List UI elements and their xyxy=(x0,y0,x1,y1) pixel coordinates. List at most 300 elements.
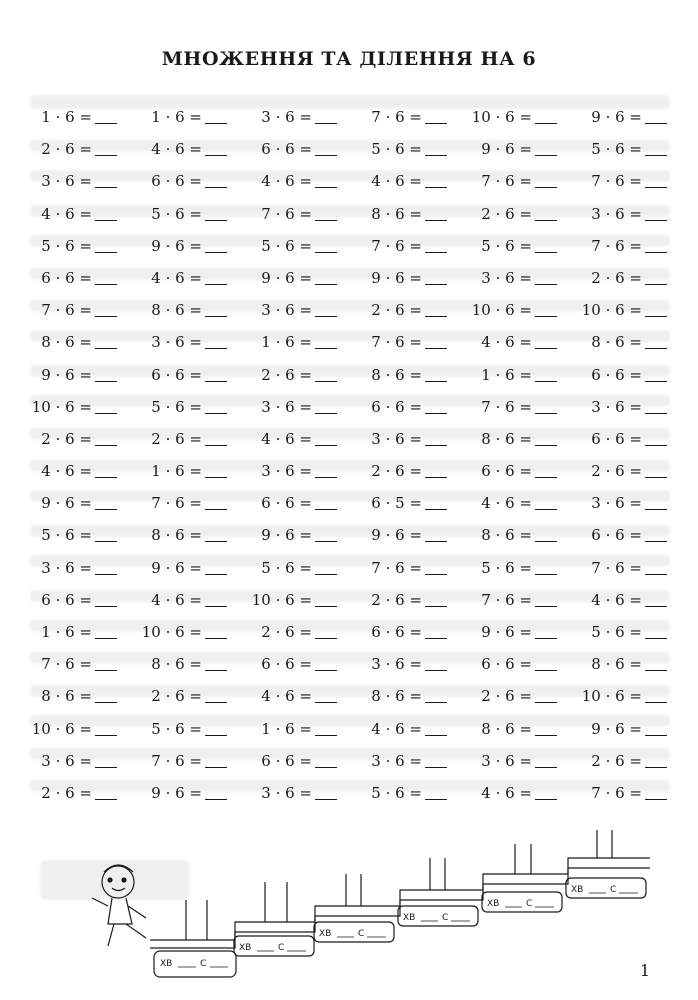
answer-blank[interactable] xyxy=(95,540,117,542)
answer-blank[interactable] xyxy=(95,605,117,607)
answer-blank[interactable] xyxy=(425,444,447,446)
answer-blank[interactable] xyxy=(315,701,337,703)
answer-blank[interactable] xyxy=(645,122,667,124)
exercise-item xyxy=(22,777,132,809)
exercise-item xyxy=(572,519,682,551)
exercise-expression: 1 · 6 = xyxy=(481,365,532,384)
exercise-item xyxy=(242,616,352,648)
answer-blank[interactable] xyxy=(315,315,337,317)
exercise-expression: 8 · 6 = xyxy=(481,429,532,448)
exercise-item xyxy=(572,101,682,133)
answer-blank[interactable] xyxy=(315,734,337,736)
answer-blank[interactable] xyxy=(645,251,667,253)
exercise-expression: 3 · 6 = xyxy=(591,397,642,416)
exercise-expression: 7 · 6 = xyxy=(591,783,642,802)
exercise-item xyxy=(22,359,132,391)
exercise-item xyxy=(462,423,572,455)
exercise-expression: 4 · 6 = xyxy=(481,783,532,802)
exercise-item xyxy=(242,680,352,712)
answer-blank[interactable] xyxy=(645,573,667,575)
answer-blank[interactable] xyxy=(205,766,227,768)
answer-blank[interactable] xyxy=(535,251,557,253)
exercise-expression: 3 · 6 = xyxy=(41,558,92,577)
exercise-item xyxy=(22,133,132,165)
answer-blank[interactable] xyxy=(315,412,337,414)
answer-blank[interactable] xyxy=(535,476,557,478)
exercise-item xyxy=(572,745,682,777)
exercise-expression: 1 · 6 = xyxy=(41,108,92,126)
exercise-item xyxy=(242,423,352,455)
exercise-expression: 7 · 6 = xyxy=(481,172,532,191)
answer-blank[interactable] xyxy=(425,669,447,671)
exercise-expression: 9 · 6 = xyxy=(151,236,202,255)
abacus-label-units: С xyxy=(610,885,617,895)
exercise-expression: 6 · 6 = xyxy=(261,655,312,674)
exercise-expression: 8 · 6 = xyxy=(371,204,422,223)
exercise-expression: 2 · 6 = xyxy=(261,365,312,384)
exercise-item xyxy=(462,552,572,584)
answer-blank[interactable] xyxy=(535,412,557,414)
exercise-expression: 6 · 6 = xyxy=(481,655,532,674)
exercise-item xyxy=(572,359,682,391)
exercise-item xyxy=(572,777,682,809)
exercise-item xyxy=(352,713,462,745)
exercise-item xyxy=(352,455,462,487)
answer-blank[interactable] xyxy=(315,122,337,124)
answer-blank[interactable] xyxy=(95,315,117,317)
answer-blank[interactable] xyxy=(645,315,667,317)
exercise-item xyxy=(22,294,132,326)
answer-blank[interactable] xyxy=(315,573,337,575)
exercise-expression: 10 · 6 = xyxy=(471,301,532,320)
exercise-expression: 10 · 6 = xyxy=(31,397,92,416)
answer-blank[interactable] xyxy=(315,798,337,800)
answer-blank[interactable] xyxy=(535,669,557,671)
exercise-item xyxy=(132,680,242,712)
exercise-expression: 1 · 6 = xyxy=(151,462,202,481)
answer-blank[interactable] xyxy=(315,283,337,285)
answer-blank[interactable] xyxy=(645,154,667,156)
exercise-item xyxy=(462,101,572,133)
answer-blank[interactable] xyxy=(205,315,227,317)
exercise-expression: 4 · 6 = xyxy=(261,687,312,706)
answer-blank[interactable] xyxy=(315,476,337,478)
answer-blank[interactable] xyxy=(645,605,667,607)
answer-blank[interactable] xyxy=(95,283,117,285)
answer-blank[interactable] xyxy=(205,444,227,446)
answer-blank[interactable] xyxy=(645,219,667,221)
exercise-expression: 3 · 6 = xyxy=(481,751,532,770)
exercise-item xyxy=(242,487,352,519)
answer-blank[interactable] xyxy=(535,798,557,800)
answer-blank[interactable] xyxy=(425,476,447,478)
answer-blank[interactable] xyxy=(535,573,557,575)
answer-blank[interactable] xyxy=(205,508,227,510)
answer-blank[interactable] xyxy=(645,476,667,478)
exercise-expression: 7 · 6 = xyxy=(371,558,422,577)
exercise-item xyxy=(22,519,132,551)
answer-blank[interactable] xyxy=(425,540,447,542)
abacus-label-tens: ХВ xyxy=(571,885,584,895)
exercise-expression: 8 · 6 = xyxy=(151,655,202,674)
exercise-expression: 3 · 6 = xyxy=(481,268,532,287)
answer-blank[interactable] xyxy=(205,734,227,736)
exercise-item xyxy=(572,680,682,712)
exercise-expression: 6 · 6 = xyxy=(261,494,312,513)
exercise-expression: 4 · 6 = xyxy=(481,333,532,352)
answer-blank[interactable] xyxy=(315,251,337,253)
exercise-item xyxy=(462,616,572,648)
exercise-item xyxy=(572,391,682,423)
exercise-expression: 7 · 6 = xyxy=(371,108,422,126)
exercise-item xyxy=(352,230,462,262)
exercise-item xyxy=(572,262,682,294)
answer-blank[interactable] xyxy=(535,347,557,349)
exercise-item xyxy=(132,552,242,584)
page-number: 1 xyxy=(639,961,650,980)
answer-blank[interactable] xyxy=(205,347,227,349)
answer-blank[interactable] xyxy=(645,734,667,736)
exercise-expression: 6 · 6 = xyxy=(41,590,92,609)
exercise-item xyxy=(242,455,352,487)
exercise-expression: 8 · 6 = xyxy=(41,687,92,706)
exercise-expression: 3 · 6 = xyxy=(151,333,202,352)
answer-blank[interactable] xyxy=(535,283,557,285)
answer-blank[interactable] xyxy=(535,186,557,188)
exercise-expression: 2 · 6 = xyxy=(151,687,202,706)
answer-blank[interactable] xyxy=(425,412,447,414)
exercise-item xyxy=(352,326,462,358)
answer-blank[interactable] xyxy=(645,508,667,510)
answer-blank[interactable] xyxy=(425,508,447,510)
answer-blank[interactable] xyxy=(205,219,227,221)
answer-blank[interactable] xyxy=(205,669,227,671)
exercise-item xyxy=(242,262,352,294)
exercise-item xyxy=(22,616,132,648)
exercise-item xyxy=(22,552,132,584)
answer-blank[interactable] xyxy=(315,186,337,188)
exercise-expression: 7 · 6 = xyxy=(591,236,642,255)
exercise-expression: 2 · 6 = xyxy=(591,751,642,770)
answer-blank[interactable] xyxy=(535,734,557,736)
exercise-expression: 9 · 6 = xyxy=(591,719,642,738)
answer-blank[interactable] xyxy=(205,798,227,800)
exercise-expression: 6 · 6 = xyxy=(371,623,422,641)
exercise-item xyxy=(572,713,682,745)
exercise-item xyxy=(242,391,352,423)
exercise-expression: 10 · 6 = xyxy=(251,590,312,609)
exercise-item xyxy=(132,133,242,165)
exercise-expression: 5 · 6 = xyxy=(371,783,422,802)
answer-blank[interactable] xyxy=(425,315,447,317)
exercise-expression: 4 · 6 = xyxy=(371,719,422,738)
answer-blank[interactable] xyxy=(535,540,557,542)
answer-blank[interactable] xyxy=(645,283,667,285)
answer-blank[interactable] xyxy=(425,573,447,575)
exercise-expression: 3 · 6 = xyxy=(261,397,312,416)
answer-blank[interactable] xyxy=(315,605,337,607)
exercise-item xyxy=(132,359,242,391)
exercise-item xyxy=(462,713,572,745)
answer-blank[interactable] xyxy=(535,315,557,317)
answer-blank[interactable] xyxy=(425,347,447,349)
answer-blank[interactable] xyxy=(425,380,447,382)
answer-blank[interactable] xyxy=(205,701,227,703)
answer-blank[interactable] xyxy=(645,540,667,542)
abacus-label-units: С xyxy=(526,899,533,909)
exercise-item xyxy=(132,101,242,133)
answer-blank[interactable] xyxy=(205,186,227,188)
exercise-expression: 4 · 6 = xyxy=(41,204,92,223)
answer-blank[interactable] xyxy=(95,412,117,414)
exercise-expression: 7 · 6 = xyxy=(151,494,202,513)
answer-blank[interactable] xyxy=(645,444,667,446)
answer-blank[interactable] xyxy=(425,637,447,639)
exercise-item xyxy=(462,680,572,712)
exercise-item xyxy=(242,584,352,616)
exercise-expression: 2 · 6 = xyxy=(371,462,422,481)
abacus-label-tens: ХВ xyxy=(403,913,416,923)
exercise-item xyxy=(22,326,132,358)
answer-blank[interactable] xyxy=(95,701,117,703)
answer-blank[interactable] xyxy=(645,669,667,671)
answer-blank[interactable] xyxy=(425,186,447,188)
answer-blank[interactable] xyxy=(315,380,337,382)
answer-blank[interactable] xyxy=(95,798,117,800)
exercise-expression: 2 · 6 = xyxy=(41,429,92,448)
answer-blank[interactable] xyxy=(425,251,447,253)
answer-blank[interactable] xyxy=(535,701,557,703)
answer-blank[interactable] xyxy=(95,476,117,478)
exercise-item xyxy=(132,423,242,455)
answer-blank[interactable] xyxy=(95,573,117,575)
exercise-item xyxy=(572,552,682,584)
exercise-item xyxy=(352,391,462,423)
exercise-expression: 3 · 6 = xyxy=(591,204,642,223)
abacus-label-units: С xyxy=(358,929,365,939)
exercise-expression: 3 · 6 = xyxy=(41,172,92,191)
exercise-item xyxy=(462,165,572,197)
exercise-item xyxy=(462,230,572,262)
answer-blank[interactable] xyxy=(315,154,337,156)
answer-blank[interactable] xyxy=(425,766,447,768)
exercise-item xyxy=(462,198,572,230)
exercise-expression: 2 · 6 = xyxy=(151,429,202,448)
exercise-expression: 9 · 6 = xyxy=(41,494,92,513)
exercise-item xyxy=(242,713,352,745)
answer-blank[interactable] xyxy=(205,476,227,478)
answer-blank[interactable] xyxy=(645,186,667,188)
answer-blank[interactable] xyxy=(315,347,337,349)
exercise-expression: 6 · 6 = xyxy=(371,397,422,416)
answer-blank[interactable] xyxy=(425,219,447,221)
answer-blank[interactable] xyxy=(95,508,117,510)
exercise-expression: 5 · 6 = xyxy=(151,719,202,738)
answer-blank[interactable] xyxy=(95,380,117,382)
exercise-item xyxy=(22,101,132,133)
answer-blank[interactable] xyxy=(535,444,557,446)
exercise-item xyxy=(462,133,572,165)
answer-blank[interactable] xyxy=(95,347,117,349)
exercise-expression: 6 · 6 = xyxy=(41,268,92,287)
exercise-item xyxy=(242,133,352,165)
answer-blank[interactable] xyxy=(645,637,667,639)
exercise-item xyxy=(572,326,682,358)
exercise-item xyxy=(242,101,352,133)
exercise-item xyxy=(352,359,462,391)
exercise-expression: 4 · 6 = xyxy=(261,429,312,448)
exercise-expression: 9 · 6 = xyxy=(261,526,312,545)
answer-blank[interactable] xyxy=(315,669,337,671)
exercise-item xyxy=(22,455,132,487)
answer-blank[interactable] xyxy=(315,444,337,446)
answer-blank[interactable] xyxy=(205,540,227,542)
abacus-label-units: С xyxy=(200,959,207,969)
exercise-expression: 2 · 6 = xyxy=(481,687,532,706)
answer-blank[interactable] xyxy=(205,283,227,285)
exercise-item xyxy=(572,133,682,165)
exercise-item xyxy=(572,165,682,197)
answer-blank[interactable] xyxy=(425,734,447,736)
abacus-label-tens: ХВ xyxy=(319,929,332,939)
exercise-expression: 2 · 6 = xyxy=(591,462,642,481)
exercise-item xyxy=(132,230,242,262)
exercise-expression: 2 · 6 = xyxy=(41,140,92,159)
exercise-expression: 5 · 6 = xyxy=(261,558,312,577)
exercise-expression: 2 · 6 = xyxy=(591,268,642,287)
exercise-item xyxy=(572,616,682,648)
exercise-item xyxy=(572,584,682,616)
answer-blank[interactable] xyxy=(535,154,557,156)
answer-blank[interactable] xyxy=(205,605,227,607)
exercise-expression: 9 · 6 = xyxy=(261,268,312,287)
exercise-expression: 9 · 6 = xyxy=(151,558,202,577)
answer-blank[interactable] xyxy=(95,444,117,446)
exercise-expression: 6 · 6 = xyxy=(591,526,642,545)
exercise-expression: 3 · 6 = xyxy=(261,462,312,481)
answer-blank[interactable] xyxy=(645,412,667,414)
exercise-expression: 3 · 6 = xyxy=(371,655,422,674)
answer-blank[interactable] xyxy=(95,122,117,124)
abacus-label-units: С xyxy=(278,943,285,953)
answer-blank[interactable] xyxy=(535,122,557,124)
exercise-item xyxy=(352,487,462,519)
answer-blank[interactable] xyxy=(535,380,557,382)
exercise-item xyxy=(242,230,352,262)
answer-blank[interactable] xyxy=(205,154,227,156)
answer-blank[interactable] xyxy=(535,605,557,607)
answer-blank[interactable] xyxy=(535,766,557,768)
answer-blank[interactable] xyxy=(425,798,447,800)
answer-blank[interactable] xyxy=(425,605,447,607)
answer-blank[interactable] xyxy=(535,219,557,221)
exercise-expression: 3 · 6 = xyxy=(371,429,422,448)
answer-blank[interactable] xyxy=(645,798,667,800)
exercise-item xyxy=(132,648,242,680)
answer-blank[interactable] xyxy=(645,701,667,703)
answer-blank[interactable] xyxy=(425,701,447,703)
answer-blank[interactable] xyxy=(645,380,667,382)
answer-blank[interactable] xyxy=(425,122,447,124)
exercise-item xyxy=(22,391,132,423)
answer-blank[interactable] xyxy=(95,251,117,253)
answer-blank[interactable] xyxy=(645,347,667,349)
answer-blank[interactable] xyxy=(315,766,337,768)
exercise-item xyxy=(242,198,352,230)
exercise-expression: 7 · 6 = xyxy=(591,172,642,191)
answer-blank[interactable] xyxy=(425,154,447,156)
exercise-item xyxy=(132,165,242,197)
answer-blank[interactable] xyxy=(315,540,337,542)
answer-blank[interactable] xyxy=(95,186,117,188)
answer-blank[interactable] xyxy=(425,283,447,285)
exercise-expression: 9 · 6 = xyxy=(151,783,202,802)
exercise-item xyxy=(572,648,682,680)
answer-blank[interactable] xyxy=(205,637,227,639)
answer-blank[interactable] xyxy=(315,637,337,639)
exercise-expression: 4 · 6 = xyxy=(41,462,92,481)
exercise-item xyxy=(462,584,572,616)
exercise-item xyxy=(242,648,352,680)
exercise-grid xyxy=(22,101,682,809)
exercise-expression: 8 · 6 = xyxy=(591,333,642,352)
exercise-item xyxy=(132,584,242,616)
exercise-expression: 6 · 6 = xyxy=(151,365,202,384)
exercise-item xyxy=(242,777,352,809)
answer-blank[interactable] xyxy=(645,766,667,768)
exercise-expression: 5 · 6 = xyxy=(151,397,202,416)
answer-blank[interactable] xyxy=(205,380,227,382)
exercise-expression: 5 · 6 = xyxy=(591,140,642,159)
exercise-item xyxy=(242,359,352,391)
exercise-item xyxy=(462,519,572,551)
answer-blank[interactable] xyxy=(95,637,117,639)
exercise-expression: 10 · 6 = xyxy=(31,719,92,738)
exercise-expression: 7 · 6 = xyxy=(481,590,532,609)
exercise-item xyxy=(22,423,132,455)
exercise-item xyxy=(462,326,572,358)
answer-blank[interactable] xyxy=(535,508,557,510)
answer-blank[interactable] xyxy=(95,219,117,221)
answer-blank[interactable] xyxy=(205,412,227,414)
exercise-expression: 5 · 6 = xyxy=(261,236,312,255)
answer-blank[interactable] xyxy=(205,122,227,124)
abacus-label-tens: ХВ xyxy=(487,899,500,909)
exercise-expression: 4 · 6 = xyxy=(371,172,422,191)
exercise-item xyxy=(352,745,462,777)
exercise-expression: 2 · 6 = xyxy=(41,783,92,802)
answer-blank[interactable] xyxy=(315,219,337,221)
answer-blank[interactable] xyxy=(205,251,227,253)
exercise-expression: 8 · 6 = xyxy=(591,655,642,674)
answer-blank[interactable] xyxy=(95,734,117,736)
exercise-expression: 1 · 6 = xyxy=(261,719,312,738)
exercise-item xyxy=(352,648,462,680)
abacus-label-units: С xyxy=(442,913,449,923)
answer-blank[interactable] xyxy=(315,508,337,510)
answer-blank[interactable] xyxy=(95,154,117,156)
answer-blank[interactable] xyxy=(95,766,117,768)
exercise-item xyxy=(22,680,132,712)
answer-blank[interactable] xyxy=(205,573,227,575)
exercise-item xyxy=(132,745,242,777)
exercise-expression: 7 · 6 = xyxy=(371,333,422,352)
exercise-item xyxy=(132,519,242,551)
answer-blank[interactable] xyxy=(95,669,117,671)
answer-blank[interactable] xyxy=(535,637,557,639)
exercise-item xyxy=(132,777,242,809)
exercise-item xyxy=(132,262,242,294)
